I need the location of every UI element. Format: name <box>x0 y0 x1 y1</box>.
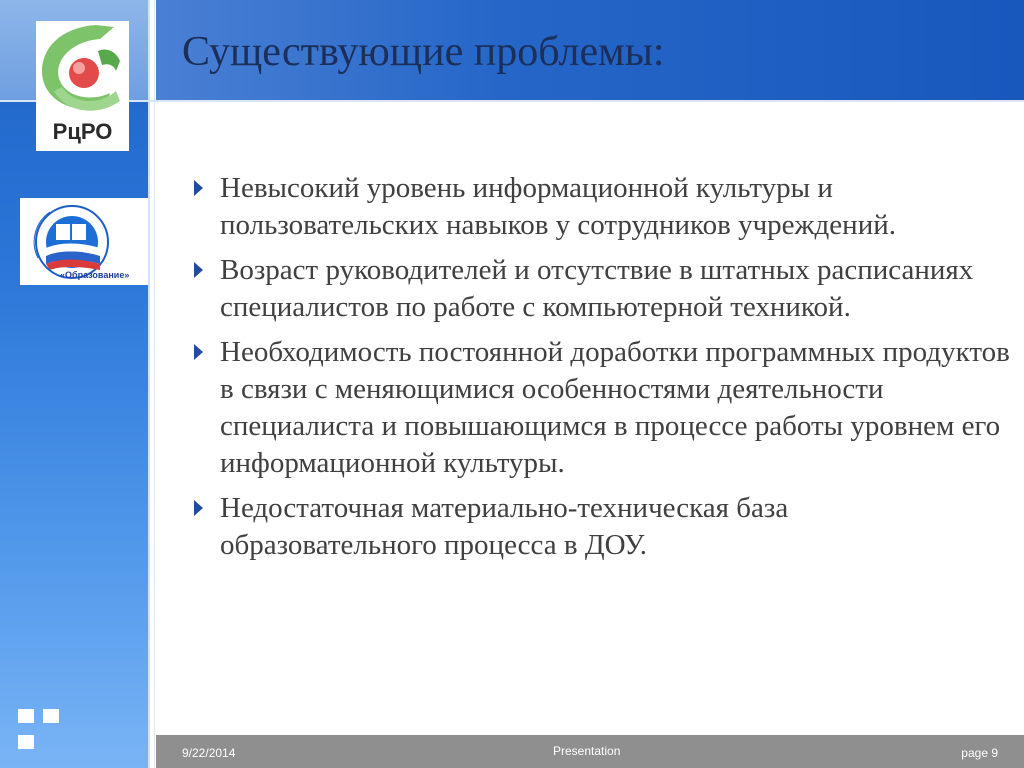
decor-square <box>43 709 59 723</box>
bullet-item <box>190 170 1010 244</box>
decor-square <box>18 709 34 723</box>
bullet-text: Недостаточная материально-техническая база образовательного процесса в ДОУ. <box>220 492 789 561</box>
education-project-logo <box>20 198 148 285</box>
bullet-text: Невысокий уровень информационной культуры и пользовательских навыков у сотрудников учреждений. <box>220 172 896 241</box>
footer-date: 9/22/2014 <box>182 746 236 760</box>
bullet-arrow-icon <box>194 500 203 516</box>
bullet-item <box>190 252 1010 326</box>
slide-title: Существующие проблемы: <box>182 29 665 75</box>
bullet-item <box>190 334 1010 482</box>
vertical-divider-thin <box>154 0 155 768</box>
bullet-text: Возраст руководителей и отсутствие в штатных расписаниях специалистов по работе с компьютерной техникой. <box>220 254 974 323</box>
vertical-divider <box>148 0 150 768</box>
footer-page-number: page 9 <box>961 746 998 760</box>
education-logo-text: «Образование» <box>60 270 130 280</box>
slide-footer <box>156 735 1024 768</box>
bullet-list <box>190 170 1010 572</box>
rcro-logo-text: РцРО <box>52 119 113 144</box>
bullet-arrow-icon <box>194 180 203 196</box>
footer-title: Presentation <box>553 744 621 758</box>
rcro-logo <box>36 21 129 151</box>
bullet-item <box>190 490 1010 564</box>
bullet-arrow-icon <box>194 344 203 360</box>
decor-square <box>18 735 34 749</box>
bullet-arrow-icon <box>194 262 203 278</box>
bullet-text: Необходимость постоянной доработки программных продуктов в связи с меняющимися особенностями деятельности специалиста и повышающимся в процессе работы уровнем его информационной культуры. <box>220 336 1010 479</box>
rcro-emblem-icon <box>36 21 129 121</box>
title-underline <box>0 100 1024 102</box>
